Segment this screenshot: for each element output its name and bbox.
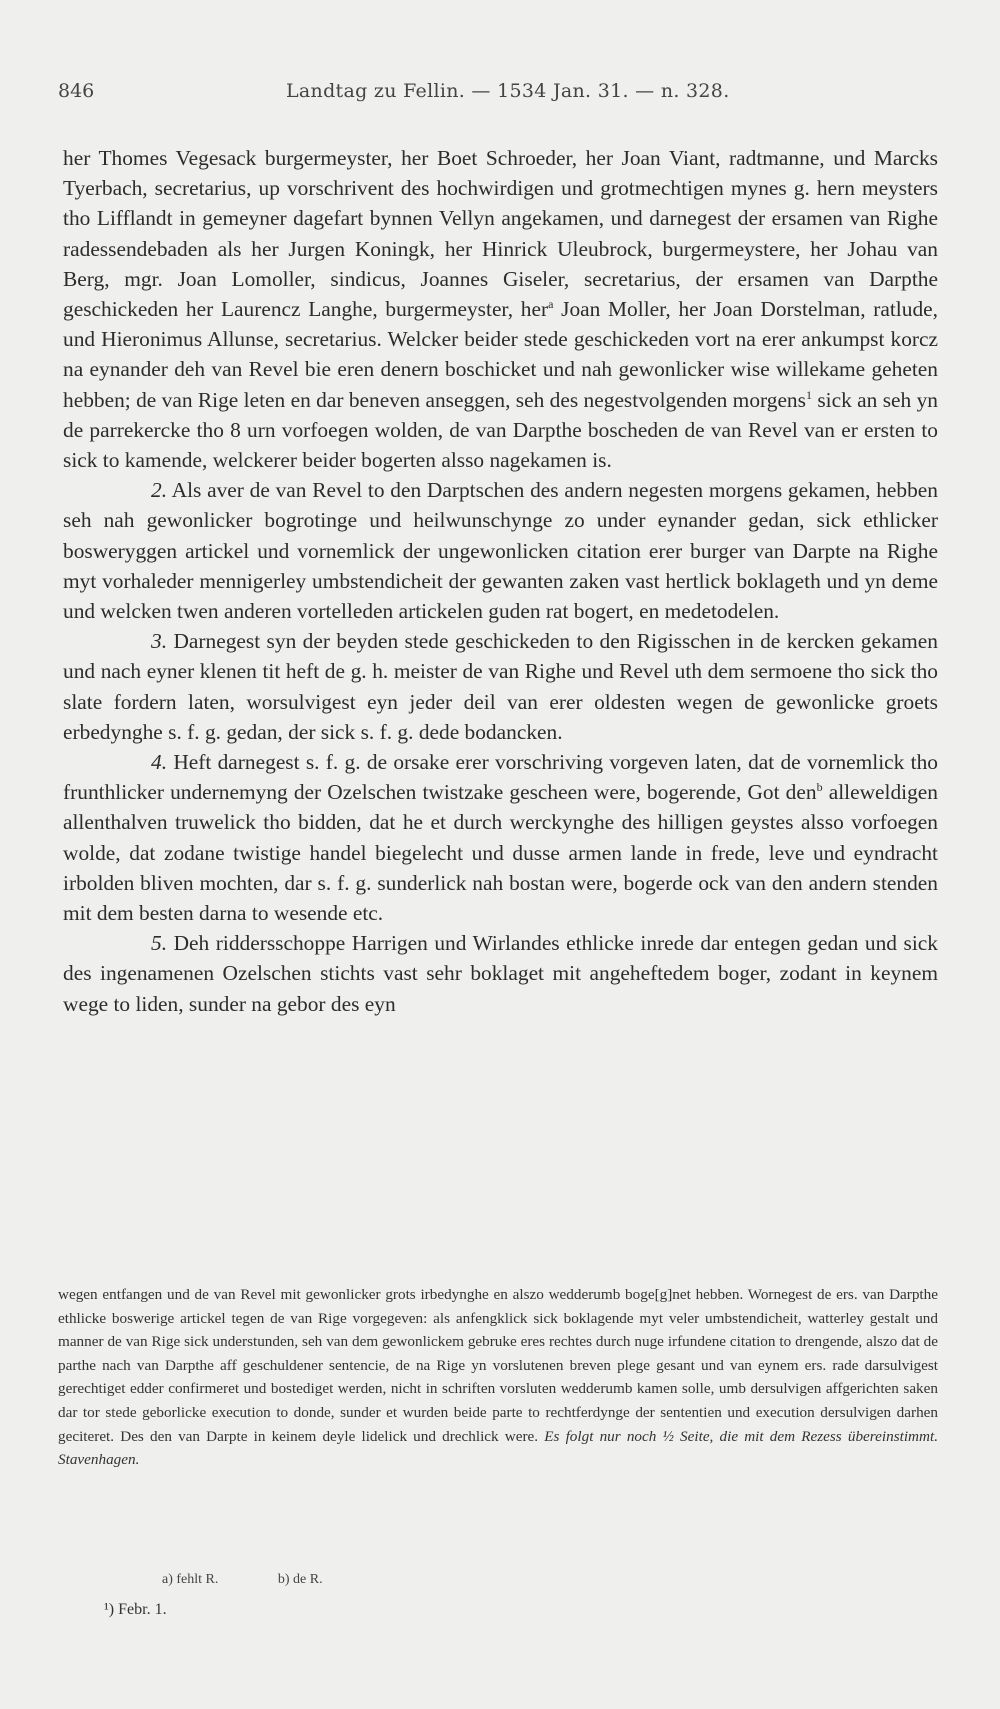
paragraph-number: 2.	[151, 478, 168, 503]
note-marker-b: b	[816, 780, 823, 795]
main-text	[63, 143, 938, 1019]
variant-notes-paragraph	[58, 1283, 938, 1472]
paragraph-1	[63, 143, 938, 475]
apparatus-entry-b: b) de R.	[277, 1572, 323, 1587]
footnote: ¹) Febr. 1.	[104, 1601, 167, 1618]
paragraph-1-text-c: sick an seh yn de parrekercke tho 8 urn vorfoegen wolden, de van Darpthe boscheden de van Revel van er ersten to sick to kamende, welckerer beider bogerten alsso nagekamen is.	[63, 387, 939, 473]
paragraph-4-text-a: Heft darnegest s. f. g. de orsake erer vorschriving vorgeven laten, dat de vornemlick tho frunthlicker undernemyng der Ozelschen twistzake gescheen were, bogerende, Got den	[63, 750, 938, 805]
page-number: 846	[58, 80, 95, 102]
paragraph-3-text: Darnegest syn der beyden stede geschickeden to den Rigisschen in de kercken gekamen und nach eyner klenen tit heft de g. h. meister de van Righe und Revel uth dem sermoene tho sick tho slate fordern laten, worsulvigest eyn jeder deil van erer oldesten wegen de gewonlicke groets erbedynghe s. f. g. gedan, der sick s. f. g. dede bodancken.	[63, 629, 938, 744]
paragraph-1-text-b: Joan Moller, her Joan Dorstelman, ratlude, und Hieronimus Allunse, secretarius. Welcker beider stede geschickeden vort na erer ankumpst korcz na eynander deh van Revel bie eren denern boschicket und nah gewonlicker wise willekame geheten hebben; de van Rige leten en dar beneven anseggen, seh des negestvolgenden morgens	[63, 297, 938, 412]
variant-notes-text: wegen entfangen und de van Revel mit gewonlicker grots irbedynghe en alszo wedderumb boge[g]net hebben. Wornegest de ers. van Darpthe ethlicke boswerige artickel tegen de van Rige vorgegeven: als anfengklick sick boklagende myt veler umbstendicheit, watterley gestalt und manner de van Rige sick understunden, seh van dem gewonlickem gebruke eres rechtes durch nuge irfundene citation to drengende, alszo dat de parthe nach van Darpthe aff geschuldener sentencie, de na Rige yn vorslutenen breven plege gesant und van eynem ers. rade darsulvigest gerechtiget edder confirmeret und bostediget werden, nicht in schriften vorsluten wedderumb kamen solle, umb dersulvigen affgerichten saken dar tor stede geborlicke execution to donde, sunder et wurden beide parte to rechtferdynge der sententien und execution dersulvigen darhen geciteret. Des den van Darpte in keinem deyle lidelick und drechlick were.	[58, 1286, 938, 1445]
paragraph-5-text: Deh riddersschoppe Harrigen und Wirlandes ethlicke inrede dar entegen gedan und sick des ingenamenen Ozelschen stichts vast sehr boklaget mit angeheftedem boger, zodant in keynem wege to liden, sunder na gebor des eyn	[63, 931, 938, 1016]
paragraph-number: 5.	[151, 931, 168, 956]
running-header	[58, 80, 938, 108]
running-title: Landtag zu Fellin. — 1534 Jan. 31. — n. 328.	[286, 80, 730, 102]
footnote-marker-1: 1	[805, 387, 812, 402]
editorial-note: Es folgt nur noch ½ Seite, die mit dem Rezess übereinstimmt. Stavenhagen.	[58, 1427, 938, 1469]
paragraph-3	[63, 626, 938, 747]
apparatus-entry-a: a) fehlt R.	[162, 1572, 219, 1587]
note-marker-a: a	[548, 296, 554, 311]
paragraph-1-text-a: her Thomes Vegesack burgermeyster, her Boet Schroeder, her Joan Viant, radtmanne, und Marcks Tyerbach, secretarius, up vorschrivent des hochwirdigen und grotmechtigen mynes g. hern meysters tho Lifflandt in gemeyner dagefart bynnen Vellyn angekamen, und darnegest der ersamen van Righe radessendebaden als her Jurgen Koningk, her Hinrick Uleubrock, burgermeystere, her Johau van Berg, mgr. Joan Lomoller, sindicus, Joannes Giseler, secretarius, der ersamen van Darpthe geschickeden her Laurencz Langhe, burgermeyster, her	[63, 146, 938, 322]
paragraph-2	[63, 475, 938, 626]
paragraph-4	[63, 747, 938, 928]
paragraph-5	[63, 928, 938, 1019]
variant-notes	[58, 1283, 938, 1472]
paragraph-2-text: Als aver de van Revel to den Darptschen des andern negesten morgens gekamen, hebben seh nah gewonlicker bogrotinge und heilwunschynge zo under eynander gedan, sick ethlicker bosweryggen artickel und vornemlick der ungewonlicken citation erer burger van Darpte na Righe myt vorhaleder mennigerley umbstendicheit der gewanten zaken vast hertlick boklageth und yn deme und welcken twen anderen vortelleden artickelen guden rat bogert, en medetodelen.	[63, 478, 938, 624]
paragraph-number: 4.	[151, 750, 168, 775]
paragraph-number: 3.	[151, 629, 168, 654]
critical-apparatus	[162, 1572, 562, 1588]
paragraph-4-text-b: alleweldigen allenthalven truwelick tho bidden, dat he et durch werckynghe des hilligen geystes alsso vorfoegen wolde, dat zodane twistige handel biegelecht und dusse armen lande in frede, leve und eyndracht irbolden bliven mochten, dar s. f. g. sunderlick nah bostan were, bogerde ock van den andern stenden mit dem besten darna to wesende etc.	[63, 780, 938, 926]
